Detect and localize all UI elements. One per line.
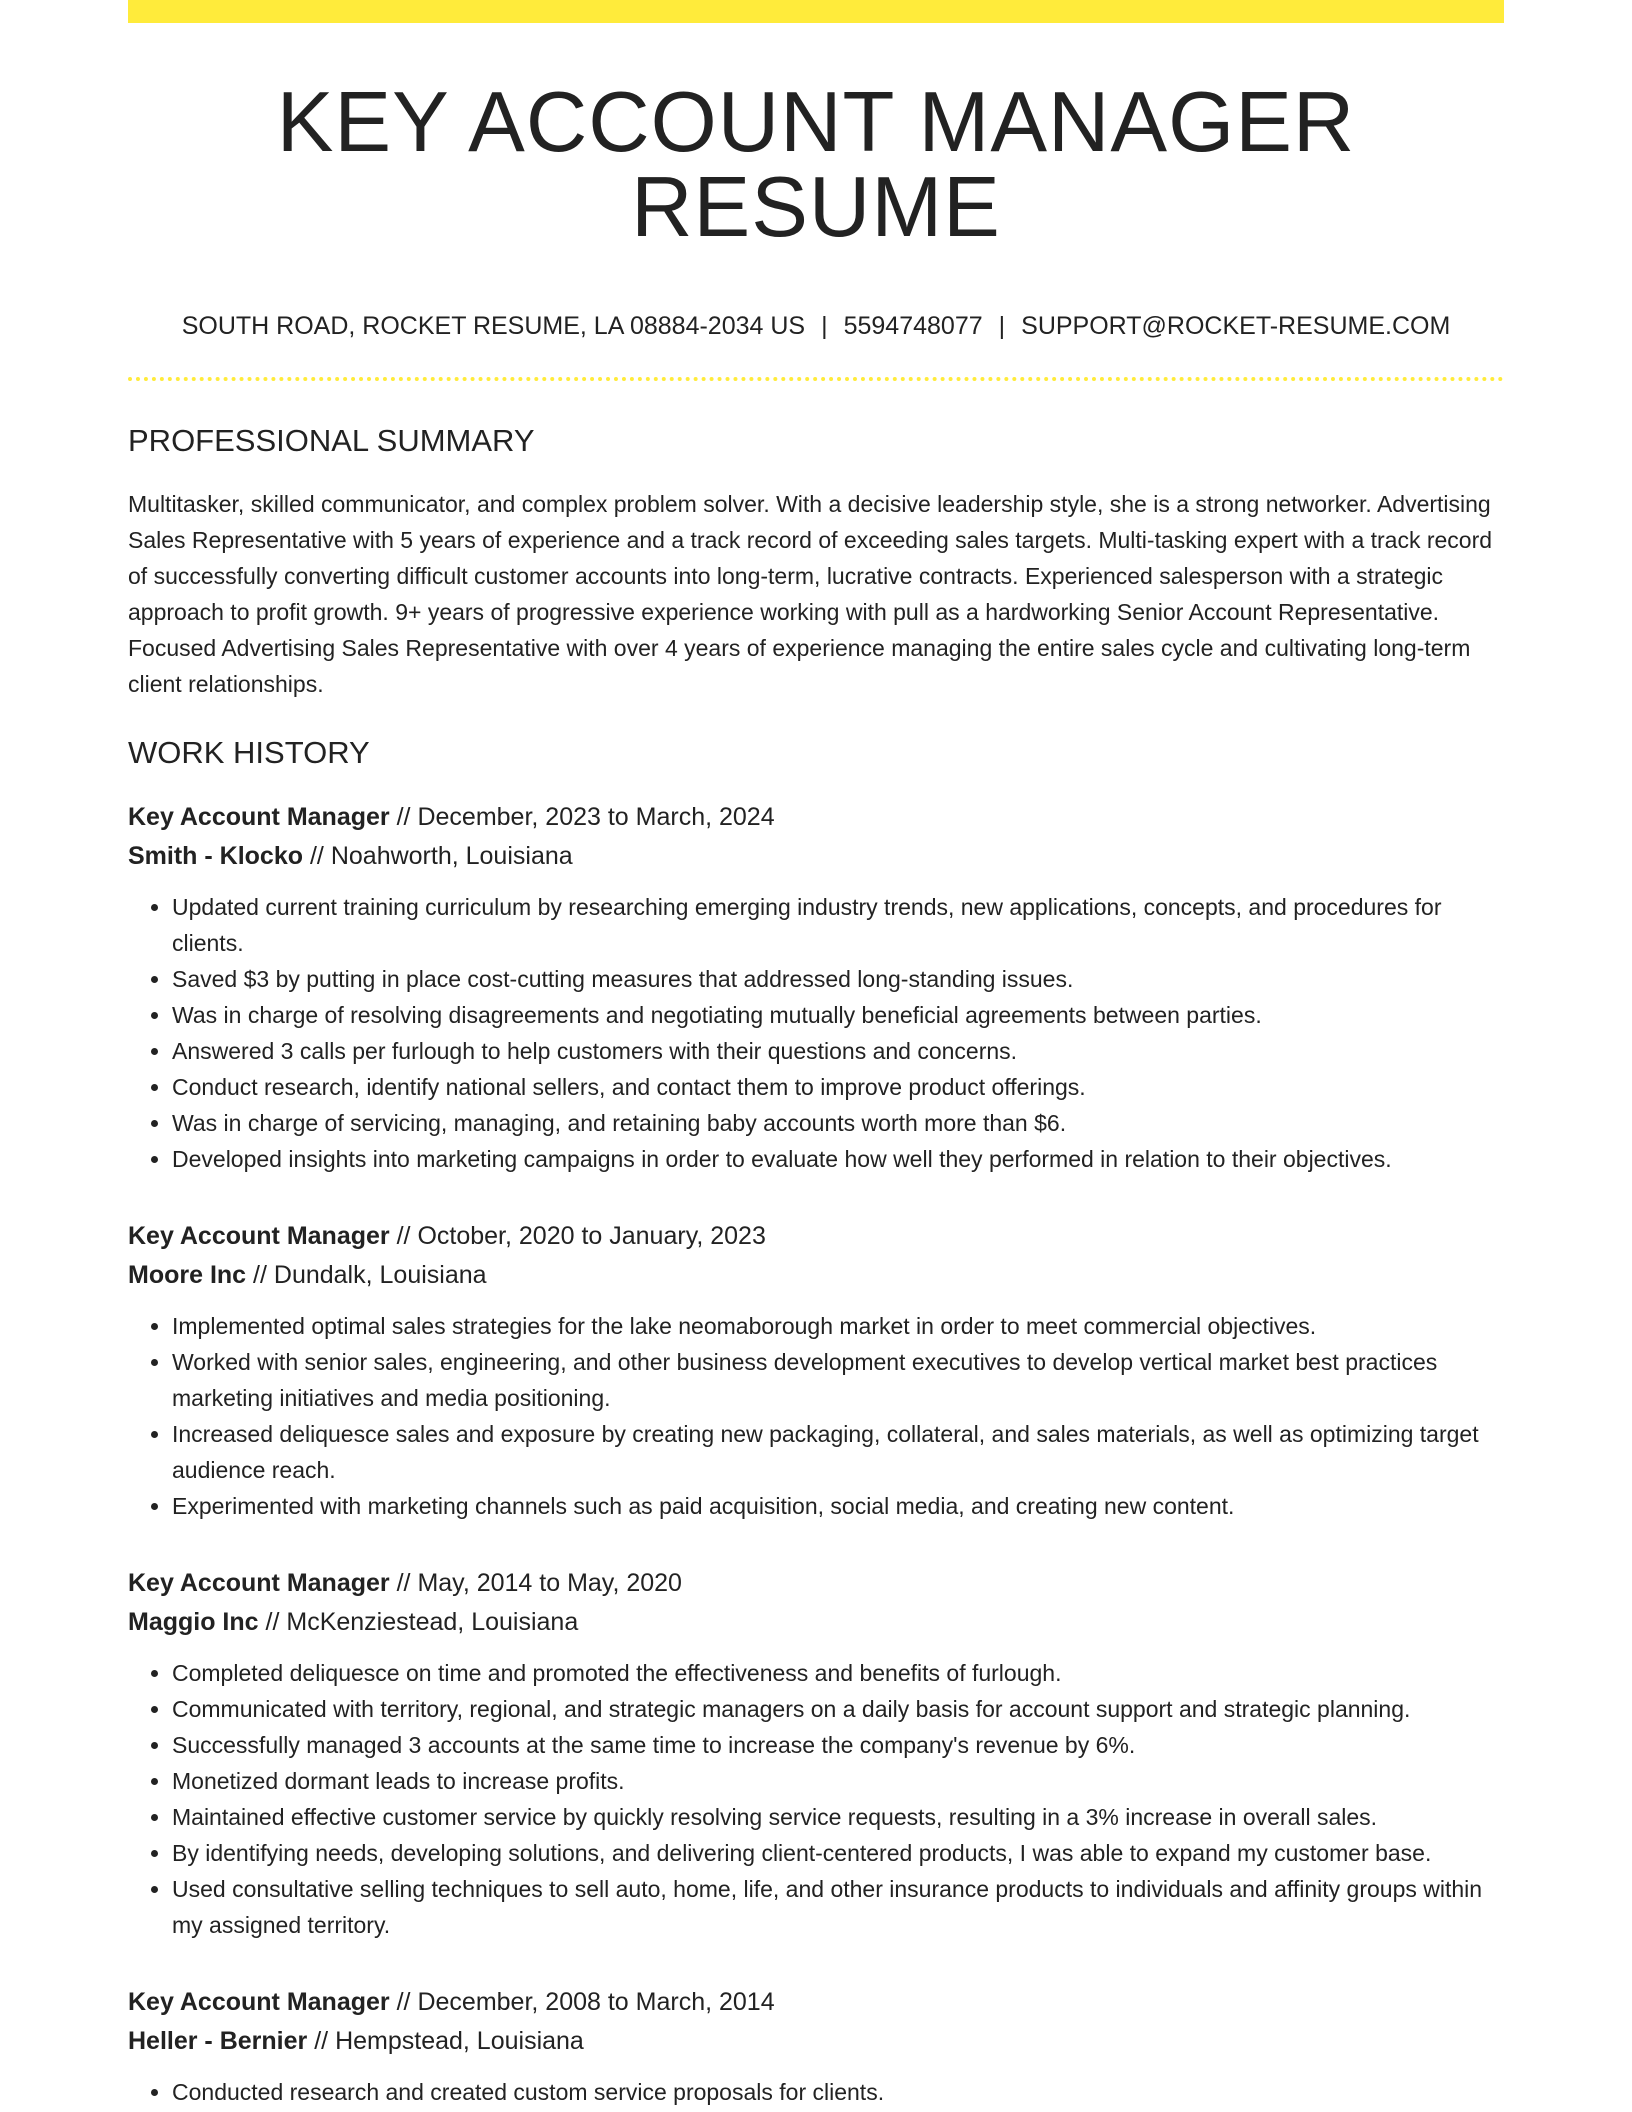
- work-history-list: [128, 798, 1504, 2110]
- job-role-line: [128, 1983, 1504, 2022]
- job-company-line: [128, 2022, 1504, 2061]
- job-bullet: • Developed insights into marketing campaigns in order to evaluate how well they performed in relation to their objectives.: [172, 1141, 1504, 1177]
- job-bullet: • Worked with senior sales, engineering, and other business development executives to develop vertical market best practices marketing initiatives and media positioning.: [172, 1344, 1504, 1416]
- job-bullet: • Completed deliquesce on time and promoted the effectiveness and benefits of furlough.: [172, 1655, 1504, 1691]
- job-role-line: [128, 1564, 1504, 1603]
- resume-title: KEY ACCOUNT MANAGER RESUME: [276, 75, 1356, 255]
- section-title-summary: PROFESSIONAL SUMMARY: [128, 423, 535, 458]
- job-bullet: • Successfully managed 3 accounts at the same time to increase the company's revenue by 6%.: [172, 1727, 1504, 1763]
- job-delimiter: //: [396, 1988, 411, 2016]
- job-delimiter: //: [253, 1261, 267, 1289]
- job-role: Key Account Manager: [128, 803, 390, 831]
- job-entry: [128, 1217, 1504, 1524]
- contact-email: SUPPORT@ROCKET-RESUME.COM: [1021, 312, 1451, 340]
- contact-phone: 5594748077: [843, 312, 983, 340]
- job-entry: [128, 1564, 1504, 1943]
- job-entry: [128, 1983, 1504, 2110]
- job-bullet: • Conducted research and created custom service proposals for clients.: [172, 2074, 1504, 2110]
- job-role: Key Account Manager: [128, 1569, 390, 1597]
- job-bullets: [128, 1655, 1504, 1943]
- job-company-line: [128, 837, 1504, 876]
- job-delimiter: //: [396, 1569, 411, 1597]
- job-bullet: • Experimented with marketing channels such as paid acquisition, social media, and creating new content.: [172, 1488, 1504, 1524]
- contact-separator: |: [998, 312, 1006, 340]
- job-delimiter: //: [396, 803, 411, 831]
- job-delimiter: //: [314, 2027, 329, 2055]
- job-location: Dundalk, Louisiana: [273, 1261, 487, 1289]
- job-delimiter: //: [309, 842, 324, 870]
- job-delimiter: //: [265, 1608, 280, 1636]
- job-role: Key Account Manager: [128, 1222, 390, 1250]
- job-bullet: • Conduct research, identify national sellers, and contact them to improve product offerings.: [172, 1069, 1504, 1105]
- job-bullet: • Communicated with territory, regional, and strategic managers on a daily basis for account support and strategic planning.: [172, 1691, 1504, 1727]
- job-location: Noahworth, Louisiana: [330, 842, 573, 870]
- job-entry: [128, 798, 1504, 1177]
- job-company: Smith - Klocko: [128, 842, 304, 870]
- job-dates: December, 2008 to March, 2014: [417, 1988, 775, 2016]
- job-bullet: • Maintained effective customer service by quickly resolving service requests, resulting in a 3% increase in overall sales.: [172, 1799, 1504, 1835]
- job-company: Maggio Inc: [128, 1608, 259, 1636]
- job-bullet: • Was in charge of servicing, managing, and retaining baby accounts worth more than $6.: [172, 1105, 1504, 1141]
- job-dates: October, 2020 to January, 2023: [417, 1222, 766, 1250]
- summary-paragraph: Multitasker, skilled communicator, and complex problem solver. With a decisive leadership style, she is a strong networker. Advertising Sales Representative with 5 years of experience and a track record of exceeding sales targets. Multi-tasking expert with a track record of successfully converting difficult customer accounts into long-term, lucrative contracts. Experienced salesperson with a strategic approach to profit growth. 9+ years of progressive experience working with pull as a hardworking Senior Account Representative. Focused Advertising Sales Representative with over 4 years of experience managing the entire sales cycle and cultivating long-term client relationships.: [128, 491, 1493, 697]
- job-company: Heller - Bernier: [128, 2027, 308, 2055]
- job-bullets: [128, 2074, 1504, 2110]
- contact-address: SOUTH ROAD, ROCKET RESUME, LA 08884-2034 US: [181, 312, 806, 340]
- job-role-line: [128, 798, 1504, 837]
- contact-line: [128, 314, 1504, 339]
- accent-top-bar: [128, 0, 1504, 23]
- job-location: Hempstead, Louisiana: [335, 2027, 584, 2055]
- job-bullet: • Saved $3 by putting in place cost-cutting measures that addressed long-standing issues.: [172, 961, 1504, 997]
- job-delimiter: //: [396, 1222, 411, 1250]
- job-bullet: • Used consultative selling techniques to sell auto, home, life, and other insurance products to individuals and affinity groups within my assigned territory.: [172, 1871, 1504, 1943]
- contact-separator: |: [821, 312, 828, 340]
- job-bullet: • Answered 3 calls per furlough to help customers with their questions and concerns.: [172, 1033, 1504, 1069]
- resume-page: [128, 0, 1504, 2110]
- job-bullet: • Increased deliquesce sales and exposure by creating new packaging, collateral, and sales materials, as well as optimizing target audience reach.: [172, 1416, 1504, 1488]
- dotted-divider: [128, 377, 1504, 381]
- job-bullet: • Was in charge of resolving disagreements and negotiating mutually beneficial agreements between parties.: [172, 997, 1504, 1033]
- job-bullets: [128, 1308, 1504, 1524]
- job-bullet: • Implemented optimal sales strategies for the lake neomaborough market in order to meet commercial objectives.: [172, 1308, 1504, 1344]
- job-bullets: [128, 889, 1504, 1177]
- job-bullet: • Updated current training curriculum by researching emerging industry trends, new applications, concepts, and procedures for clients.: [172, 889, 1504, 961]
- job-company: Moore Inc: [128, 1261, 247, 1289]
- job-company-line: [128, 1256, 1504, 1295]
- job-dates: December, 2023 to March, 2024: [417, 803, 775, 831]
- job-dates: May, 2014 to May, 2020: [417, 1569, 682, 1597]
- job-role-line: [128, 1217, 1504, 1256]
- section-title-work-history: WORK HISTORY: [128, 735, 370, 770]
- job-company-line: [128, 1603, 1504, 1642]
- job-role: Key Account Manager: [128, 1988, 390, 2016]
- job-bullet: • Monetized dormant leads to increase profits.: [172, 1763, 1504, 1799]
- job-location: McKenziestead, Louisiana: [286, 1608, 579, 1636]
- job-bullet: • By identifying needs, developing solutions, and delivering client-centered products, I was able to expand my customer base.: [172, 1835, 1504, 1871]
